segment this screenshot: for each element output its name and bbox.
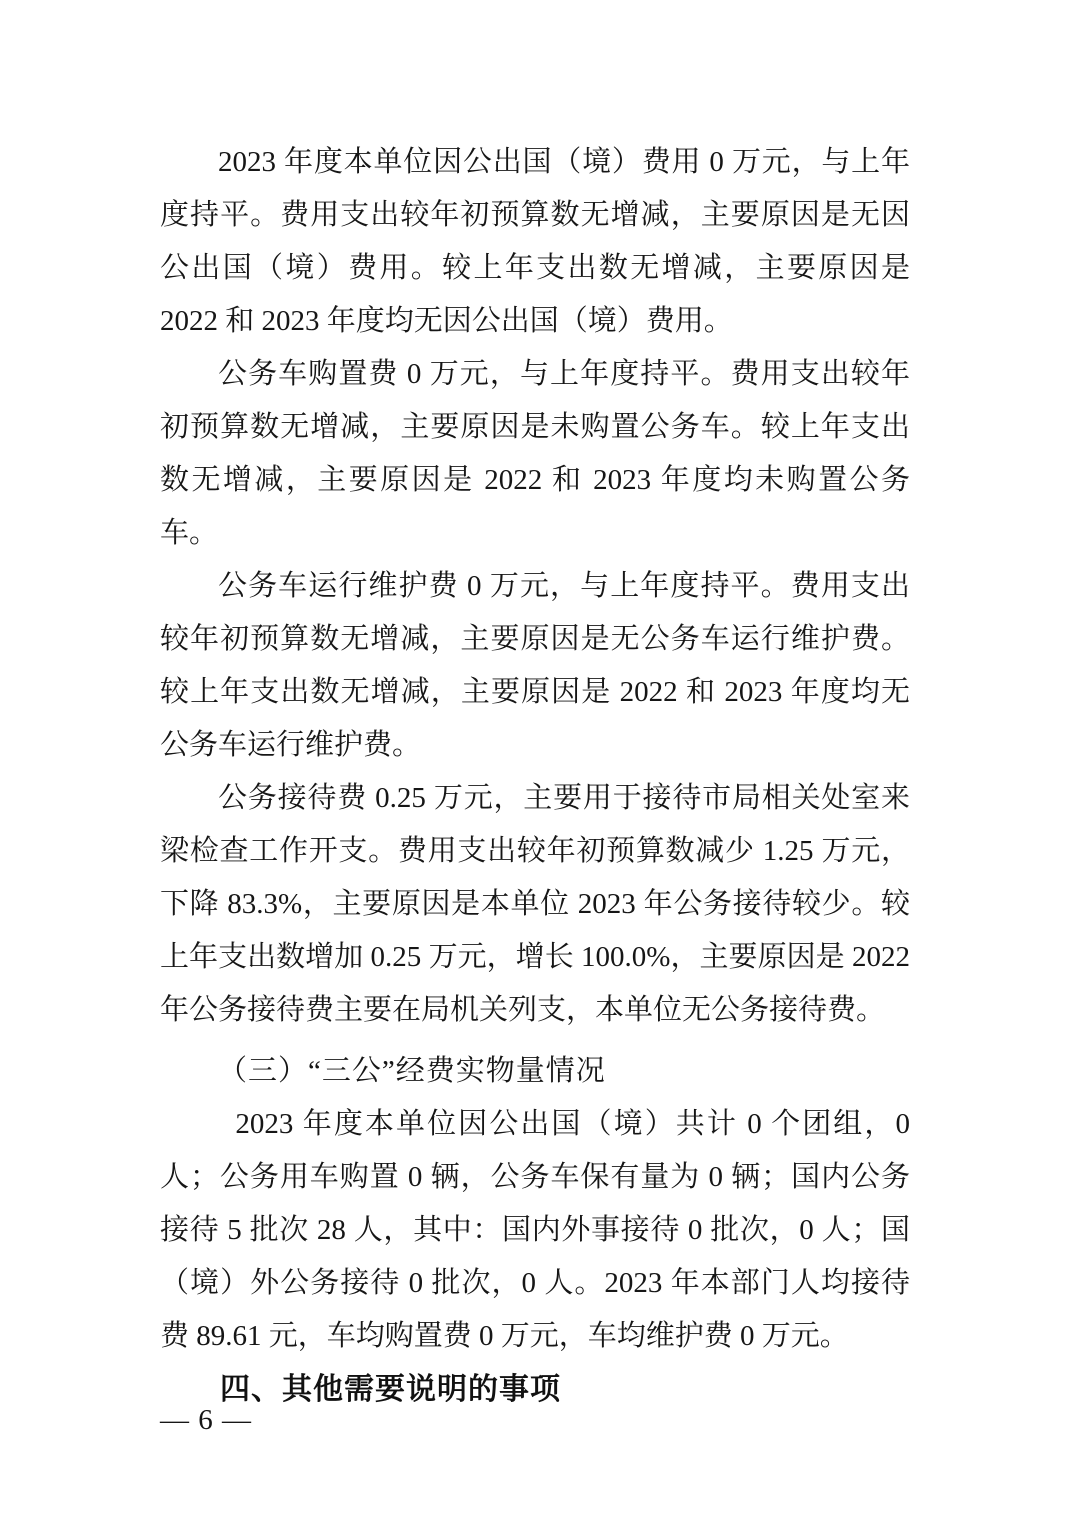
para-vehicle-maintenance: 公务车运行维护费 0 万元，与上年度持平。费用支出较年初预算数无增减，主要原因是无公务车运行维护费。较上年支出数无增减，主要原因是 2022 和 2023 年度均无公务车运行维护费。 (160, 570, 910, 761)
heading-section-4-other-matters: 四、其他需要说明的事项 (220, 1373, 561, 1406)
page-number: — 6 — (160, 1404, 252, 1436)
heading-section-3-physical-quantity: （三）“三公”经费实物量情况 (218, 1055, 606, 1087)
para-abroad-expense: 2023 年度本单位因公出国（境）费用 0 万元，与上年度持平。费用支出较年初预算数无增减，主要原因是无因公出国（境）费用。较上年支出数无增减，主要原因是 2022 和 2023 年度均无因公出国（境）费用。 (160, 146, 910, 337)
para-official-reception: 公务接待费 0.25 万元，主要用于接待市局相关处室来梁检查工作开支。费用支出较年初预算数减少 1.25 万元，下降 83.3%，主要原因是本单位 2023 年公务接待较少。较上年支出数增加 0.25 万元，增长 100.0%，主要原因是 2022 年公务接待费主要在局机关列支，本单位无公务接待费。 (160, 782, 910, 1026)
document-body (160, 136, 910, 1416)
para-physical-quantity-details: 2023 年度本单位因公出国（境）共计 0 个团组，0 人；公务用车购置 0 辆，公务车保有量为 0 辆；国内公务接待 5 批次 28 人，其中：国内外事接待 0 批次，0 人；国（境）外公务接待 0 批次，0 人。2023 年本部门人均接待费 89.61 元，车均购置费 0 万元，车均维护费 0 万元。 (160, 1108, 910, 1352)
page-footer (160, 1398, 252, 1442)
para-vehicle-purchase: 公务车购置费 0 万元，与上年度持平。费用支出较年初预算数无增减，主要原因是未购置公务车。较上年支出数无增减，主要原因是 2022 和 2023 年度均未购置公务车。 (160, 358, 910, 549)
